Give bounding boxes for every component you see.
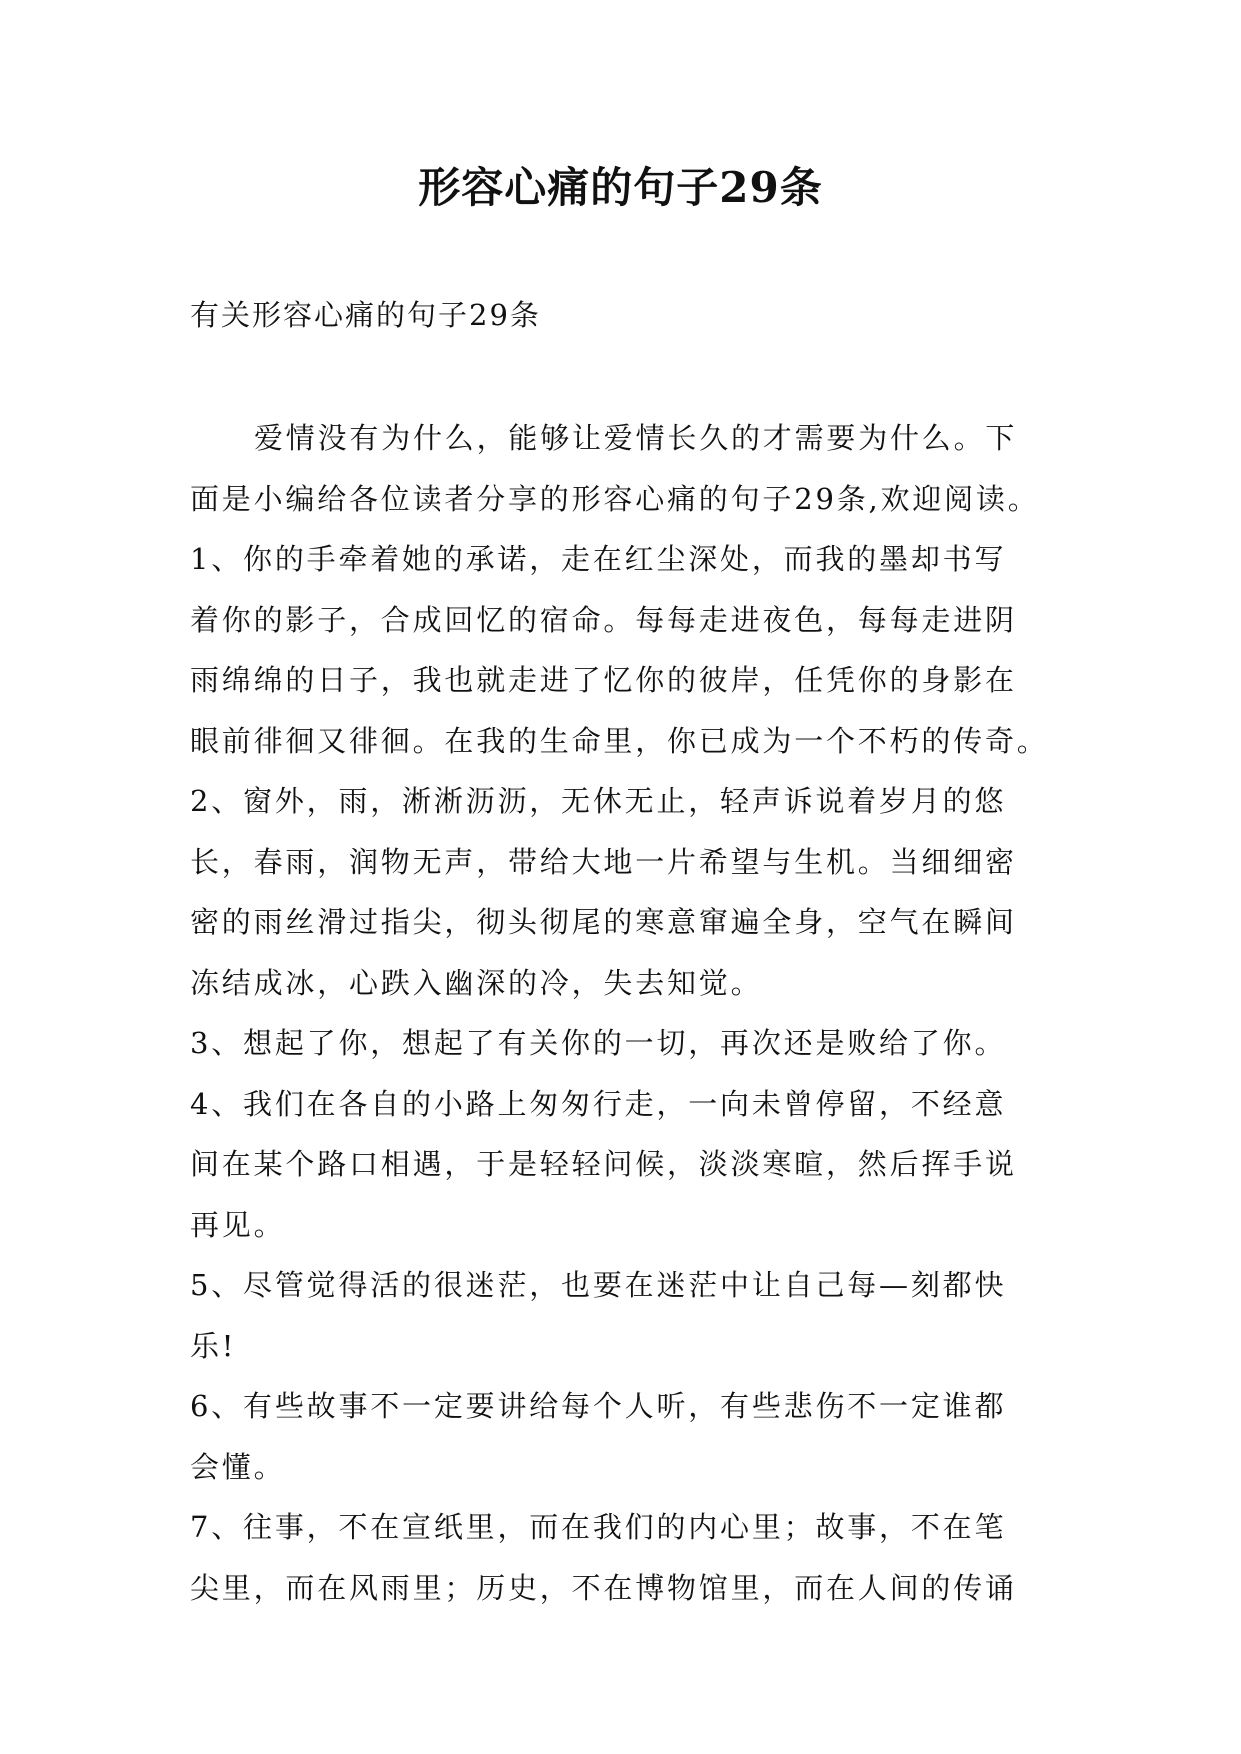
text-line: 间在某个路口相遇，于是轻轻问候，淡淡寒暄，然后挥手说: [190, 1147, 1017, 1181]
text-line: 5、尽管觉得活的很迷茫，也要在迷茫中让自己每—刻都快: [190, 1268, 1007, 1302]
text-line: 2、窗外，雨，淅淅沥沥，无休无止，轻声诉说着岁月的悠: [190, 784, 1007, 818]
document-subtitle: 有关形容心痛的句子29条: [190, 298, 541, 332]
text-line: 3、想起了你，想起了有关你的一切，再次还是败给了你。: [190, 1026, 1007, 1060]
text-line: 7、往事，不在宣纸里，而在我们的内心里；故事，不在笔: [190, 1510, 1007, 1544]
text-line: 着你的影子，合成回忆的宿命。每每走进夜色，每每走进阴: [190, 602, 1017, 637]
text-line: 再见。: [190, 1207, 286, 1242]
text-line: 密的雨丝滑过指尖，彻头彻尾的寒意窜遍全身，空气在瞬间: [190, 905, 1017, 939]
text-line: 爱情没有为什么，能够让爱情长久的才需要为什么。下: [254, 421, 1018, 455]
text-line: 乐!: [190, 1328, 237, 1363]
text-line: 冻结成冰，心跌入幽深的冷，失去知觉。: [190, 965, 763, 1000]
document-title: 形容心痛的句子29条: [418, 163, 823, 212]
text-line: 长，春雨，润物无声，带给大地一片希望与生机。当细细密: [190, 844, 1017, 879]
text-line: 尖里，而在风雨里；历史，不在博物馆里，而在人间的传诵: [190, 1570, 1017, 1605]
text-line: 会懂。: [190, 1449, 286, 1484]
text-line: 4、我们在各自的小路上匆匆行走，一向未曾停留，不经意: [190, 1086, 1007, 1121]
text-line: 面是小编给各位读者分享的形容心痛的句子29条,欢迎阅读。: [190, 481, 1040, 516]
text-line: 雨绵绵的日子，我也就走进了忆你的彼岸，任凭你的身影在: [190, 663, 1017, 697]
text-line: 1、你的手牵着她的承诺，走在红尘深处，而我的墨却书写: [190, 542, 1007, 576]
document-body: [190, 408, 1070, 1618]
text-line: 眼前徘徊又徘徊。在我的生命里，你已成为一个不朽的传奇。: [190, 723, 1049, 758]
text-line: 6、有些故事不一定要讲给每个人听，有些悲伤不一定谁都: [190, 1389, 1007, 1423]
